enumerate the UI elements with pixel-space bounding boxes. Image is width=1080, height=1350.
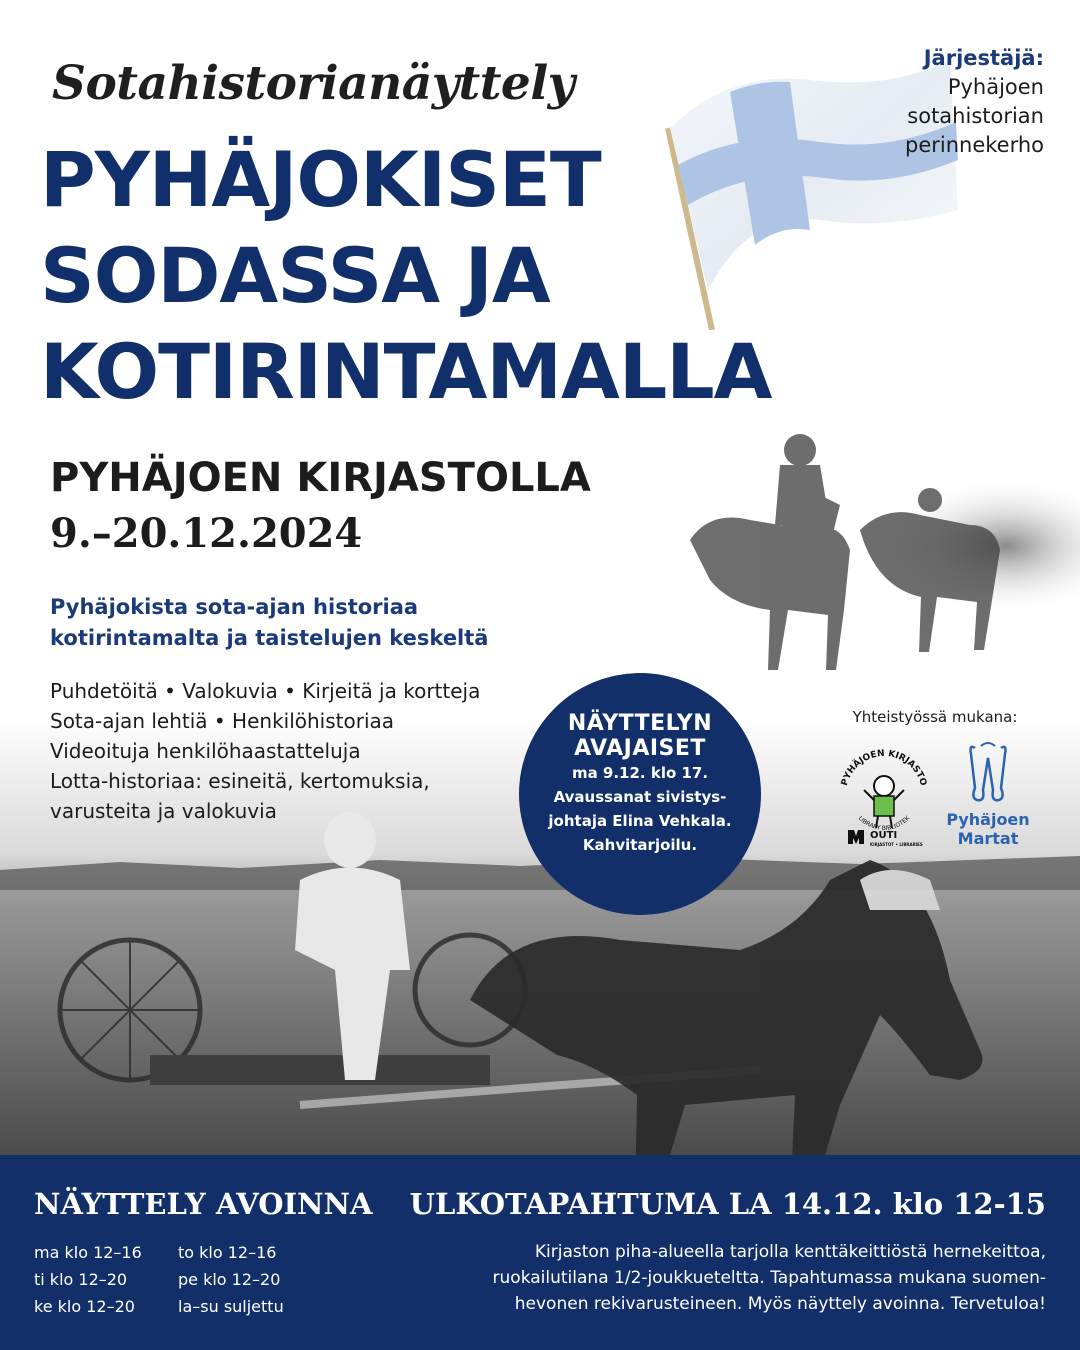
opening-hours-title: NÄYTTELY AVOINNA [34, 1187, 373, 1221]
event-line: Kirjaston piha-alueella tarjolla kenttäkeittiöstä hernekeittoa, [534, 1242, 1046, 1262]
organizer-line: Pyhäjoen [947, 75, 1044, 99]
venue-name: PYHÄJOEN KIRJASTOLLA [50, 455, 591, 501]
exhibition-contents [50, 676, 480, 826]
subtitle-line: kotirintamalta ja taistelujen keskeltä [50, 626, 489, 650]
content-line: Lotta-historiaa: esineitä, kertomuksia, [50, 769, 430, 793]
hours-column [178, 1239, 284, 1320]
opening-detail: johtaja Elina Vehkala. [548, 812, 732, 830]
exhibition-title [40, 132, 772, 420]
venue-block [50, 450, 591, 562]
content-line: Puhdetöitä • Valokuvia • Kirjeitä ja kortteja [50, 679, 481, 703]
hours-entry: to klo 12–16 [178, 1243, 277, 1262]
outi-mark-icon [848, 830, 864, 844]
martat-line: Martat [957, 829, 1019, 848]
martat-emblem-icon [961, 740, 1015, 806]
organizer-label: Järjestäjä: [923, 46, 1044, 70]
title-line: KOTIRINTAMALLA [40, 327, 772, 416]
library-mascot-head [874, 776, 894, 796]
organizer-line: sotahistorian [907, 104, 1044, 128]
hours-column [34, 1239, 142, 1320]
outi-text: OUTI [870, 830, 898, 841]
opening-detail: Kahvitarjoilu. [582, 836, 698, 854]
event-line: hevonen rekivarusteineen. Myös näyttely avoinna. Tervetuloa! [514, 1294, 1046, 1314]
outdoor-event-description [406, 1239, 1046, 1317]
title-line: SODASSA JA [40, 231, 550, 320]
organizer-block [905, 44, 1044, 160]
hours-entry: ma klo 12–16 [34, 1243, 142, 1262]
hours-entry: la–su suljettu [178, 1297, 284, 1316]
opening-heading: NÄYTTELYN [567, 711, 713, 736]
martat-logo [938, 740, 1038, 848]
intro-subtitle [50, 592, 488, 654]
opening-badge [519, 673, 761, 915]
library-logo-subtext-path: LIBRARY BIBLIOTEK [856, 814, 912, 833]
title-line: PYHÄJOKISET [40, 135, 601, 224]
hours-entry: ke klo 12–20 [34, 1297, 135, 1316]
exhibition-dates: 9.–20.12.2024 [50, 510, 363, 557]
subtitle-line: Pyhäjokista sota-ajan historiaa [50, 595, 419, 619]
library-logo-text-path: PYHÄJOEN KIRJASTO [839, 748, 929, 788]
content-line: varusteita ja valokuvia [50, 799, 277, 823]
outi-logo [846, 826, 946, 846]
hours-entry: pe klo 12–20 [178, 1270, 281, 1289]
opening-detail: Avaussanat sivistys- [553, 788, 727, 806]
opening-detail: ma 9.12. klo 17. [571, 764, 709, 782]
organizer-line: perinnekerho [904, 133, 1044, 157]
outi-subtext: KIRJASTOT • LIBRARIES [870, 842, 923, 847]
content-line: Videoituja henkilöhaastatteluja [50, 739, 361, 763]
info-bar [0, 1155, 1080, 1350]
opening-heading: AVAJAISET [574, 736, 706, 761]
partners-block [820, 708, 1050, 848]
martat-line: Pyhäjoen [946, 810, 1030, 829]
event-line: ruokailutilana 1/2-joukkueteltta. Tapahtumassa mukana suomen- [492, 1268, 1046, 1288]
content-line: Sota-ajan lehtiä • Henkilöhistoriaa [50, 709, 395, 733]
exhibition-kicker: Sotahistorianäyttely [52, 56, 575, 111]
library-mascot-body [874, 796, 894, 816]
partners-heading: Yhteistyössä mukana: [852, 708, 1018, 726]
hours-entry: ti klo 12–20 [34, 1270, 128, 1289]
outdoor-event-title: ULKOTAPAHTUMA LA 14.12. klo 12-15 [409, 1187, 1046, 1221]
